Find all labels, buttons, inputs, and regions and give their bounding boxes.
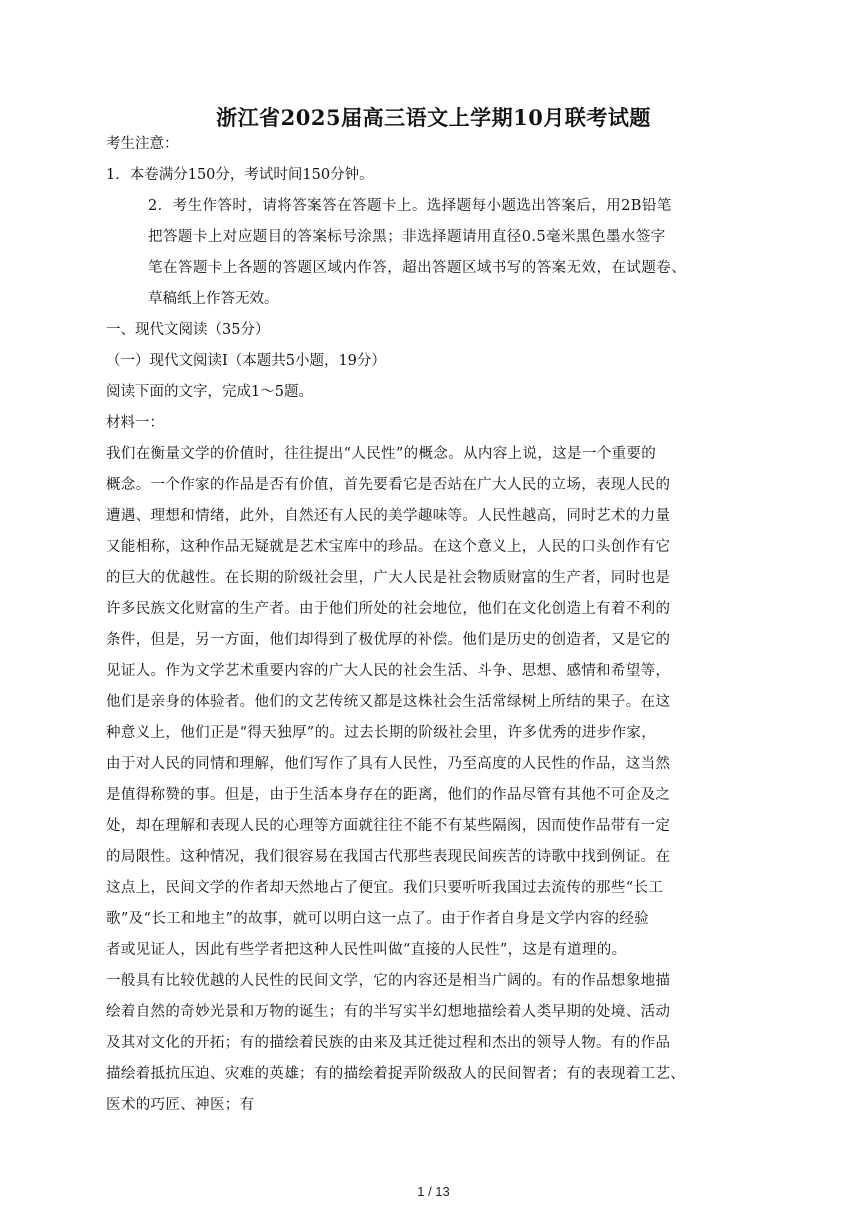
paragraph-1-line: 概念。一个作家的作品是否有价值，首先要看它是否站在广大人民的立场，表现人民的 [106, 477, 671, 493]
paragraph-2-line: 描绘着抵抗压迫、灾难的英雄；有的描绘着捉弄阶级敌人的民间智者；有的表现着工艺、 [106, 1066, 686, 1082]
document-title: 浙江省2025届高三语文上学期10月联考试题 [216, 105, 651, 130]
notice-item-2-line-1: 2．考生作答时，请将答案答在答题卡上。选择题每小题选出答案后，用2B铅笔 [148, 198, 672, 214]
paragraph-1-line: 这点上，民间文学的作者却天然地占了便宜。我们只要听听我国过去流传的那些“长工 [106, 880, 664, 896]
paragraph-1-line: 又能相称，这种作品无疑就是艺术宝库中的珍品。在这个意义上，人民的口头创作有它 [106, 539, 671, 555]
paragraph-1-line: 种意义上，他们正是“得天独厚”的。过去长期的阶级社会里，许多优秀的进步作家， [106, 725, 657, 741]
paragraph-2-line: 一般具有比较优越的人民性的民间文学，它的内容还是相当广阔的。有的作品想象地描 [106, 973, 671, 989]
subsection-heading: （一）现代文阅读Ⅰ（本题共5小题，19分） [106, 353, 386, 369]
paragraph-1-line: 由于对人民的同情和理解，他们写作了具有人民性，乃至高度的人民性的作品，这当然 [106, 756, 671, 772]
paragraph-1-line: 遭遇、理想和情绪，此外，自然还有人民的美学趣味等。人民性越高，同时艺术的力量 [106, 508, 671, 524]
paragraph-1-line: 我们在衡量文学的价值时，往往提出“人民性”的概念。从内容上说，这是一个重要的 [106, 446, 657, 462]
paragraph-1-line: 条件，但是，另一方面，他们却得到了极优厚的补偿。他们是历史的创造者，又是它的 [106, 632, 671, 648]
paragraph-1-line: 他们是亲身的体验者。他们的文艺传统又都是这株社会生活常绿树上所结的果子。在这 [106, 694, 671, 710]
material-label: 材料一： [106, 415, 164, 431]
paragraph-2-line: 绘着自然的奇妙光景和万物的诞生；有的半写实半幻想地描绘着人类早期的处境、活动 [106, 1004, 671, 1020]
paragraph-1-line: 许多民族文化财富的生产者。由于他们所处的社会地位，他们在文化创造上有着不利的 [106, 601, 671, 617]
page-number: 1 / 13 [417, 1184, 450, 1199]
notice-item-2-line-2: 把答题卡上对应题目的答案标号涂黑；非选择题请用直径0.5毫米黑色墨水签字 [148, 229, 666, 245]
paragraph-1-line: 处，却在理解和表现人民的心理等方面就往往不能不有某些隔阂，因而使作品带有一定 [106, 818, 671, 834]
reading-instruction: 阅读下面的文字，完成1～5题。 [106, 384, 313, 400]
paragraph-2-line: 医术的巧匠、神医；有 [106, 1097, 255, 1113]
notice-item-1: 1．本卷满分150分，考试时间150分钟。 [106, 167, 374, 183]
notice-item-2-line-3: 笔在答题卡上各题的答题区域内作答，超出答题区域书写的答案无效，在试题卷、 [148, 260, 687, 276]
section-heading: 一、现代文阅读（35分） [106, 322, 270, 338]
notice-heading: 考生注意： [106, 136, 179, 152]
notice-item-2-line-4: 草稿纸上作答无效。 [148, 291, 279, 307]
paragraph-1-line: 歌”及“长工和地主”的故事，就可以明白这一点了。由于作者自身是文学内容的经验 [106, 911, 650, 927]
paragraph-2-line: 及其对文化的开拓；有的描绘着民族的由来及其迁徙过程和杰出的领导人物。有的作品 [106, 1035, 671, 1051]
paragraph-1-line: 的局限性。这种情况，我们很容易在我国古代那些表现民间疾苦的诗歌中找到例证。在 [106, 849, 671, 865]
paragraph-1-line: 见证人。作为文学艺术重要内容的广大人民的社会生活、斗争、思想、感情和希望等， [106, 663, 671, 679]
paragraph-1-line: 的巨大的优越性。在长期的阶级社会里，广大人民是社会物质财富的生产者，同时也是 [106, 570, 671, 586]
paragraph-1-line: 是值得称赞的事。但是，由于生活本身存在的距离，他们的作品尽管有其他不可企及之 [106, 787, 671, 803]
paragraph-1-line: 者或见证人，因此有些学者把这种人民性叫做“直接的人民性”，这是有道理的。 [106, 942, 627, 958]
